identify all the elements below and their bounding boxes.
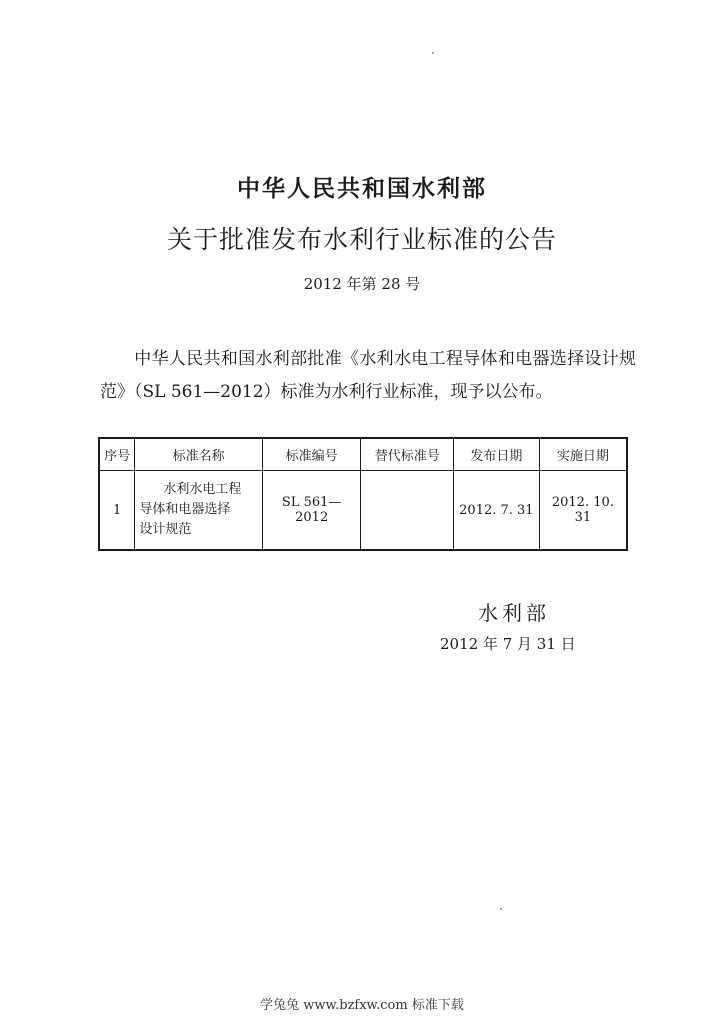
standard-code: SL 561—2012 (262, 471, 361, 551)
standards-table (98, 437, 628, 551)
scan-speck (432, 52, 434, 54)
effective-date: 2012. 10. 31 (539, 471, 627, 551)
standard-name (135, 471, 262, 551)
column-header-name: 标准名称 (135, 438, 262, 471)
signature-date: 2012 年 7 月 31 日 (440, 635, 576, 653)
footer-watermark: 学兔兔 www.bzfxw.com 标准下载 (260, 998, 464, 1013)
announcement-paragraph (100, 343, 636, 409)
standard-name-line-3: 设计规范 (139, 522, 192, 537)
standard-name-line-1: 水利水电工程 (163, 482, 242, 497)
replaced-standard (361, 471, 454, 551)
document-title: 关于批准发布水利行业标准的公告 (166, 225, 557, 254)
document-number: 2012 年第 28 号 (303, 275, 421, 293)
table-row (99, 471, 627, 551)
column-header-code: 标准编号 (262, 438, 361, 471)
scan-speck (500, 908, 502, 910)
column-header-index: 序号 (99, 438, 135, 471)
column-header-replaces: 替代标准号 (361, 438, 454, 471)
issuer-signature: 水利部 (478, 601, 550, 625)
column-header-effective-date: 实施日期 (539, 438, 627, 471)
column-header-publish-date: 发布日期 (454, 438, 540, 471)
announcement-text: 中华人民共和国水利部批准《水利水电工程导体和电器选择设计规范》（SL 561—2012）标准为水利行业标准，现予以公布。 (100, 349, 636, 402)
ministry-name: 中华人民共和国水利部 (237, 175, 487, 202)
table-header-row (99, 438, 627, 471)
row-index: 1 (99, 471, 135, 551)
standard-name-line-2: 导体和电器选择 (139, 502, 231, 517)
publish-date: 2012. 7. 31 (454, 471, 540, 551)
